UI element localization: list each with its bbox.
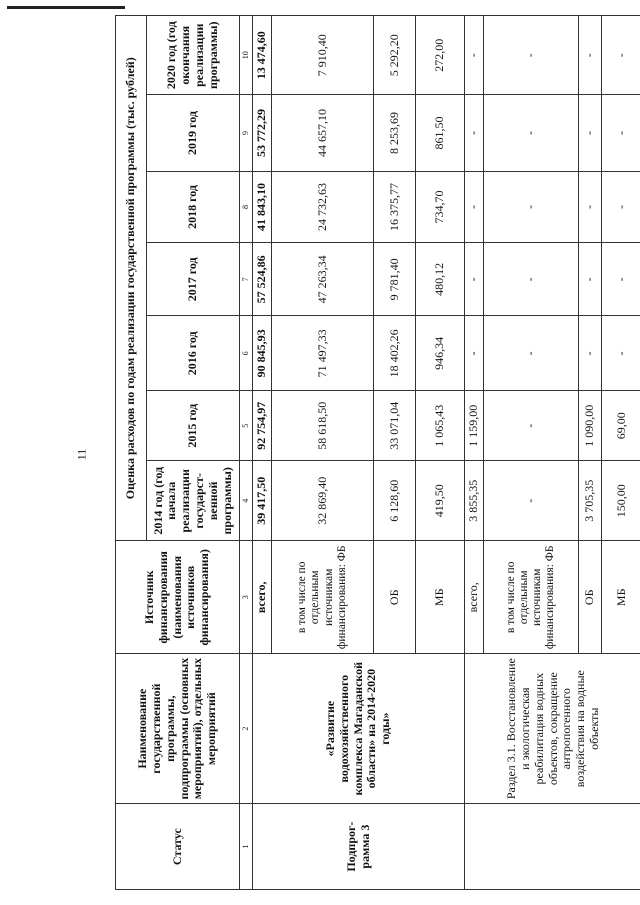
value-cell: 9 781,40 bbox=[374, 243, 416, 316]
value-cell: 92 754,97 bbox=[253, 391, 272, 461]
header-year-2019: 2019 год bbox=[147, 95, 240, 171]
column-number: 8 bbox=[240, 171, 253, 243]
value-cell: 7 910,40 bbox=[272, 16, 374, 95]
header-row-top bbox=[116, 16, 147, 890]
source-cell: МБ bbox=[416, 541, 465, 654]
source-cell: всего, bbox=[465, 541, 484, 654]
source-cell: в том числе по отдельным источникам финансирования: ФБ bbox=[484, 541, 579, 654]
value-cell: - bbox=[484, 391, 579, 461]
value-cell: 419,50 bbox=[416, 461, 465, 541]
value-cell: 1 090,00 bbox=[579, 391, 602, 461]
value-cell: 8 253,69 bbox=[374, 95, 416, 171]
value-cell: 90 845,93 bbox=[253, 316, 272, 391]
column-number: 10 bbox=[240, 16, 253, 95]
status-cell: Подпрог-рамма 3 bbox=[253, 804, 465, 890]
value-cell: 53 772,29 bbox=[253, 95, 272, 171]
value-cell: - bbox=[465, 171, 484, 243]
value-cell: - bbox=[484, 461, 579, 541]
column-number: 7 bbox=[240, 243, 253, 316]
value-cell: - bbox=[484, 16, 579, 95]
value-cell: 39 417,50 bbox=[253, 461, 272, 541]
header-source: Источник финансирования (наименования источников финансирования) bbox=[116, 541, 240, 654]
value-cell: 946,34 bbox=[416, 316, 465, 391]
value-cell: 861,50 bbox=[416, 95, 465, 171]
header-year-2020: 2020 год (год окончания реализации программы) bbox=[147, 16, 240, 95]
value-cell: 44 657,10 bbox=[272, 95, 374, 171]
header-year-2016: 2016 год bbox=[147, 316, 240, 391]
value-cell: - bbox=[465, 16, 484, 95]
value-cell: - bbox=[602, 243, 640, 316]
header-year-2017: 2017 год bbox=[147, 243, 240, 316]
header-year-2018: 2018 год bbox=[147, 171, 240, 243]
value-cell: - bbox=[484, 316, 579, 391]
value-cell: 24 732,63 bbox=[272, 171, 374, 243]
source-cell: в том числе по отдельным источникам финансирования: ФБ bbox=[272, 541, 374, 654]
value-cell: 150,00 bbox=[602, 461, 640, 541]
value-cell: 6 128,60 bbox=[374, 461, 416, 541]
column-number: 1 bbox=[240, 804, 253, 890]
value-cell: 16 375,77 bbox=[374, 171, 416, 243]
value-cell: 480,12 bbox=[416, 243, 465, 316]
header-expenses-group: Оценка расходов по годам реализации государственной программы (тыс. рублей) bbox=[116, 16, 147, 542]
column-number: 4 bbox=[240, 461, 253, 541]
value-cell: - bbox=[484, 243, 579, 316]
value-cell: - bbox=[602, 16, 640, 95]
source-cell: ОБ bbox=[579, 541, 602, 654]
value-cell: 272,00 bbox=[416, 16, 465, 95]
value-cell: 69,00 bbox=[602, 391, 640, 461]
value-cell: 18 402,26 bbox=[374, 316, 416, 391]
column-number: 9 bbox=[240, 95, 253, 171]
value-cell: - bbox=[602, 171, 640, 243]
value-cell: - bbox=[579, 171, 602, 243]
value-cell: - bbox=[465, 243, 484, 316]
value-cell: 32 869,40 bbox=[272, 461, 374, 541]
page-number: 11 bbox=[74, 448, 89, 461]
value-cell: 3 705,35 bbox=[579, 461, 602, 541]
column-number-row bbox=[240, 16, 253, 890]
budget-table bbox=[115, 15, 640, 890]
header-year-2015: 2015 год bbox=[147, 391, 240, 461]
value-cell: - bbox=[579, 16, 602, 95]
value-cell: - bbox=[579, 95, 602, 171]
value-cell: - bbox=[465, 316, 484, 391]
value-cell: 734,70 bbox=[416, 171, 465, 243]
top-rule-line bbox=[7, 6, 125, 9]
section-name-cell: Раздел 3.1. Восстановление и экологическая реабилитация водных объектов, сокращение антропогенного воздействия на водные объекты bbox=[465, 654, 640, 804]
value-cell: 1 065,43 bbox=[416, 391, 465, 461]
value-cell: 71 497,33 bbox=[272, 316, 374, 391]
status-cell bbox=[465, 804, 640, 890]
value-cell: - bbox=[484, 171, 579, 243]
value-cell: - bbox=[484, 95, 579, 171]
value-cell: - bbox=[579, 243, 602, 316]
source-cell: всего, bbox=[253, 541, 272, 654]
header-name: Наименование государственной программы, подпрограммы (основных мероприятий), отдельных мероприятий bbox=[116, 654, 240, 804]
source-cell: МБ bbox=[602, 541, 640, 654]
rotated-table-container bbox=[115, 15, 630, 890]
value-cell: 47 263,34 bbox=[272, 243, 374, 316]
program-name-cell: «Развитие водохозяйственного комплекса Магаданской области» на 2014-2020 годы» bbox=[253, 654, 465, 804]
value-cell: 5 292,20 bbox=[374, 16, 416, 95]
value-cell: 3 855,35 bbox=[465, 461, 484, 541]
value-cell: 58 618,50 bbox=[272, 391, 374, 461]
header-status: Статус bbox=[116, 804, 240, 890]
value-cell: 41 843,10 bbox=[253, 171, 272, 243]
header-year-2014: 2014 год (год начала реализации государст-венной программы) bbox=[147, 461, 240, 541]
value-cell: 13 474,60 bbox=[253, 16, 272, 95]
column-number: 5 bbox=[240, 391, 253, 461]
table-row bbox=[253, 16, 272, 890]
value-cell: - bbox=[579, 316, 602, 391]
table-row bbox=[465, 16, 484, 890]
value-cell: 57 524,86 bbox=[253, 243, 272, 316]
column-number: 2 bbox=[240, 654, 253, 804]
value-cell: - bbox=[602, 316, 640, 391]
value-cell: 1 159,00 bbox=[465, 391, 484, 461]
source-cell: ОБ bbox=[374, 541, 416, 654]
value-cell: 33 071,04 bbox=[374, 391, 416, 461]
column-number: 6 bbox=[240, 316, 253, 391]
column-number: 3 bbox=[240, 541, 253, 654]
value-cell: - bbox=[602, 95, 640, 171]
value-cell: - bbox=[465, 95, 484, 171]
